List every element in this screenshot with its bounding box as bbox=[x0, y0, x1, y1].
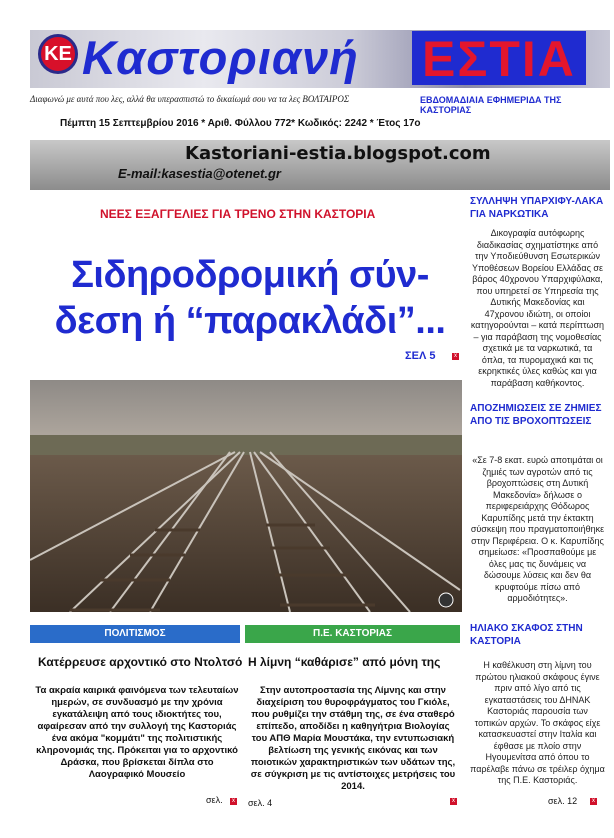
close-icon: x bbox=[452, 798, 455, 804]
side-story-1-text: Δικογραφία αυτόφωρης διαδικασίας σχηματίστηκε από την Υποδιεύθυνση Εσωτερικών Υποθέσεων Βορείου Ελλάδας σε βάρος 40χρονου Υπαρχιφύλακα, που υπηρετεί σε Υπηρεσία της Δυτικής Μακεδονίας και 47χρονου ιδιώτη, οι οποίοι κατηγορούνται – κατά περίπτωση – για παράβαση της νομοθεσίας σχετικά με τα ναρκωτικά, τα όπλα, τα πυρομαχικά και τις εκρηκτικές ύλες καθώς και για παράβαση καθήκοντος. bbox=[470, 228, 605, 388]
side-story-3-title[interactable]: ΗΛΙΑΚΟ ΣΚΑΦΟΣ ΣΤΗΝ ΚΑΣΤΟΡΙΑ bbox=[470, 623, 583, 647]
masthead-estia: ΕΣΤΙΑ bbox=[412, 31, 586, 85]
close-icon: x bbox=[454, 353, 457, 359]
side-story-1-title[interactable]: ΣΥΛΛΗΨΗ ΥΠΑΡΧΙΦΥ-ΛΑΚΑ ΓΙΑ ΝΑΡΚΩΤΙΚΑ bbox=[470, 196, 604, 220]
close-icon: x bbox=[232, 798, 235, 804]
motto: Διαφωνώ με αυτά που λες, αλλά θα υπερασπιστώ το δικαίωμά σου να τα λες ΒΟΛΤΑΙΡΟΣ bbox=[30, 94, 350, 104]
railway-photo bbox=[30, 380, 462, 612]
side-story-3-text: Η καθέλκυση στη λίμνη του πρώτου ηλιακού σκάφους έγινε πριν από λίγο από τις εγκαταστάσεις του ΔΗΝΑΚ Καστοριάς παρουσία των τοπικών αρχών. Το σκάφος είχε κατασκευαστεί στην Ιταλία και έφθασε με πλοίο στην Ηγουμενίτσα από όπου το παρέλαβε πάνω σε τρέιλερ όχημα της Π.Ε. Καστοριάς. bbox=[470, 660, 605, 785]
culture-page-ref: σελ. bbox=[206, 795, 223, 805]
main-page-ref: ΣΕΛ 5 bbox=[405, 350, 436, 362]
side-story-2-title[interactable]: ΑΠΟΖΗΜΙΩΣΕΙΣ ΣΕ ΖΗΜΙΕΣ ΑΠΟ ΤΙΣ ΒΡΟΧΟΠΤΩΣΕΙΣ bbox=[470, 403, 602, 427]
masthead-title: Καστοριανή bbox=[82, 31, 359, 84]
culture-story-text: Τα ακραία καιρικά φαινόμενα των τελευταίων ημερών, σε συνδυασμό με την χρόνια εγκατάλειψη από τους ιδιοκτήτες του, αφαίρεσαν από την συλλογή της Καστοριάς ένα ακόμα "κομμάτι" της πολιτιστικής κληρονομιάς της. Πρόκειται για το αρχοντικό Δράσκα, που βρίσκεται δίπλα στο Λαογραφικό Μουσείο bbox=[35, 685, 239, 780]
section-region-bar: Π.Ε. ΚΑΣΤΟΡΙΑΣ bbox=[245, 625, 460, 643]
headline-line-2: δεση ή “παρακλάδι”... bbox=[54, 300, 446, 342]
main-headline[interactable] bbox=[45, 252, 455, 344]
email-link[interactable]: E-mail:kasestia@otenet.gr bbox=[118, 166, 281, 181]
side-story-2-text: «Σε 7-8 εκατ. ευρώ αποτιμάται οι ζημιές των αγροτών από τις βροχοπτώσεις στη Δυτική Μακεδονία» δήλωσε ο περιφερειάρχης Θόδωρος Καρυπίδης μετά την έκτακτη σύσκεψη που πραγματοποιήθηκε στην Περιφέρεια. Ο κ. Καρυπίδης σημείωσε: «Προσπαθούμε με όλες μας τις δυνάμεις να δώσουμε λύσεις και δεν θα κρυφτούμε πίσω από αρμοδιότητες». bbox=[470, 455, 605, 603]
culture-story-title[interactable]: Κατέρρευσε αρχοντικό στο Ντολτσό bbox=[38, 655, 243, 669]
newspaper-logo: ΚΕ bbox=[38, 34, 78, 74]
railway-tracks-image bbox=[30, 380, 462, 612]
blog-link[interactable]: Kastoriani-estia.blogspot.com bbox=[185, 143, 491, 164]
masthead-subtitle: ΕΒΔΟΜΑΔΙΑΙΑ ΕΦΗΜΕΡΙΔΑ ΤΗΣ ΚΑΣΤΟΡΙΑΣ bbox=[420, 95, 562, 115]
headline-line-1: Σιδηροδρομική σύν- bbox=[71, 254, 429, 296]
region-page-ref: σελ. 4 bbox=[248, 798, 273, 808]
main-kicker: ΝΕΕΣ ΕΞΑΓΓΕΛΙΕΣ ΓΙΑ ΤΡΕΝΟ ΣΤΗΝ ΚΑΣΤΟΡΙΑ bbox=[100, 207, 376, 221]
close-icon: x bbox=[592, 798, 595, 804]
region-story-text: Στην αυτοπροστασία της Λίμνης και στην διαχείριση του θυροφράγματος του Γκιόλε, που ρυθμίζει την στάθμη της, σε ένα σταθερό επίπεδο, αποδίδει η καθηγήτρια Βιολογίας του ΑΠΘ Μαρία Μουστάκα, την εντυπωσιακή βελτίωση της γενικής εικόνας και των ποιοτικών χαρακτηριστικών των υδάτων της, σε σύγκριση με τις αντίστοιχες μετρήσεις του 2014. bbox=[250, 685, 456, 792]
issue-line: Πέμπτη 15 Σεπτεμβρίου 2016 * Αριθ. Φύλλου 772* Κωδικός: 2242 * Έτος 17ο bbox=[60, 118, 421, 129]
region-story-title[interactable]: Η λίμνη “καθάρισε” από μόνη της bbox=[248, 655, 441, 669]
side-story-3-page-ref: σελ. 12 bbox=[548, 796, 578, 806]
section-culture-bar: ΠΟΛΙΤΙΣΜΟΣ bbox=[30, 625, 240, 643]
